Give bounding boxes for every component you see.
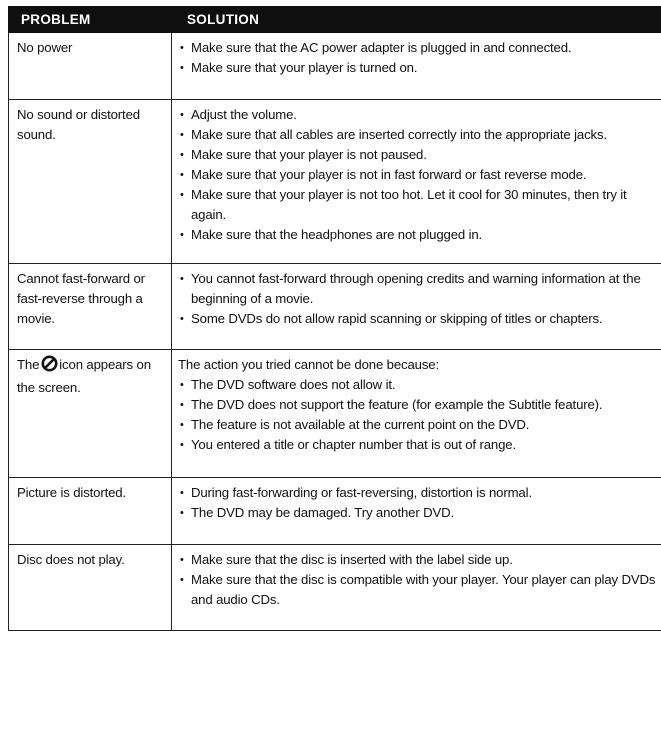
problem-column-header: PROBLEM: [9, 7, 172, 33]
solution-item: • Adjust the volume.: [178, 105, 661, 125]
table-header-row: [9, 7, 661, 33]
solution-list: [178, 105, 661, 245]
solution-item: • During fast-forwarding or fast-reversing, distortion is normal.: [178, 483, 661, 503]
solution-list: [178, 375, 661, 455]
solution-item: • Make sure that all cables are inserted correctly into the appropriate jacks.: [178, 125, 661, 145]
solution-column-header: SOLUTION: [172, 7, 661, 33]
solution-item: • You cannot fast-forward through opening credits and warning information at the beginning of a movie.: [178, 269, 661, 309]
problem-text-before-icon: The: [17, 357, 40, 372]
solution-item: • Make sure that the headphones are not plugged in.: [178, 225, 661, 245]
solution-item: • The feature is not available at the current point on the DVD.: [178, 415, 661, 435]
problem-text-after-icon: icon appears on the screen.: [17, 357, 151, 395]
solution-item: • The DVD software does not allow it.: [178, 375, 661, 395]
solution-item: • Make sure that the disc is compatible with your player. Your player can play DVDs and audio CDs.: [178, 570, 661, 610]
solution-cell: [172, 100, 661, 264]
table-row: [9, 545, 661, 631]
solution-item: • You entered a title or chapter number that is out of range.: [178, 435, 661, 455]
solution-list: [178, 269, 661, 329]
problem-cell: [9, 350, 172, 478]
solution-lead-text: The action you tried cannot be done because:: [178, 357, 440, 372]
solution-list: [178, 483, 661, 523]
problem-cell: Cannot fast-forward or fast-reverse through a movie.: [9, 264, 172, 350]
solution-item: • Make sure that the AC power adapter is plugged in and connected.: [178, 38, 661, 58]
solution-cell: [172, 33, 661, 100]
solution-list: [178, 38, 661, 78]
solution-cell: [172, 545, 661, 631]
solution-item: • Some DVDs do not allow rapid scanning or skipping of titles or chapters.: [178, 309, 661, 329]
solution-item: • The DVD does not support the feature (for example the Subtitle feature).: [178, 395, 661, 415]
solution-list: [178, 550, 661, 610]
solution-item: • Make sure that your player is not too hot. Let it cool for 30 minutes, then try it again.: [178, 185, 661, 225]
table-row: [9, 33, 661, 100]
solution-item: • Make sure that your player is not paused.: [178, 145, 661, 165]
table-row: [9, 350, 661, 478]
troubleshooting-table: [8, 6, 661, 631]
solution-item: • The DVD may be damaged. Try another DVD.: [178, 503, 661, 523]
problem-cell: Disc does not play.: [9, 545, 172, 631]
problem-cell: No sound or distorted sound.: [9, 100, 172, 264]
solution-cell: [172, 350, 661, 478]
solution-item: • Make sure that your player is turned on.: [178, 58, 661, 78]
table-row: [9, 100, 661, 264]
problem-cell: No power: [9, 33, 172, 100]
table-row: [9, 264, 661, 350]
problem-cell: Picture is distorted.: [9, 478, 172, 545]
solution-item: • Make sure that the disc is inserted with the label side up.: [178, 550, 661, 570]
solution-cell: [172, 264, 661, 350]
solution-item: • Make sure that your player is not in fast forward or fast reverse mode.: [178, 165, 661, 185]
prohibited-icon: [41, 355, 58, 378]
table-row: [9, 478, 661, 545]
solution-cell: [172, 478, 661, 545]
